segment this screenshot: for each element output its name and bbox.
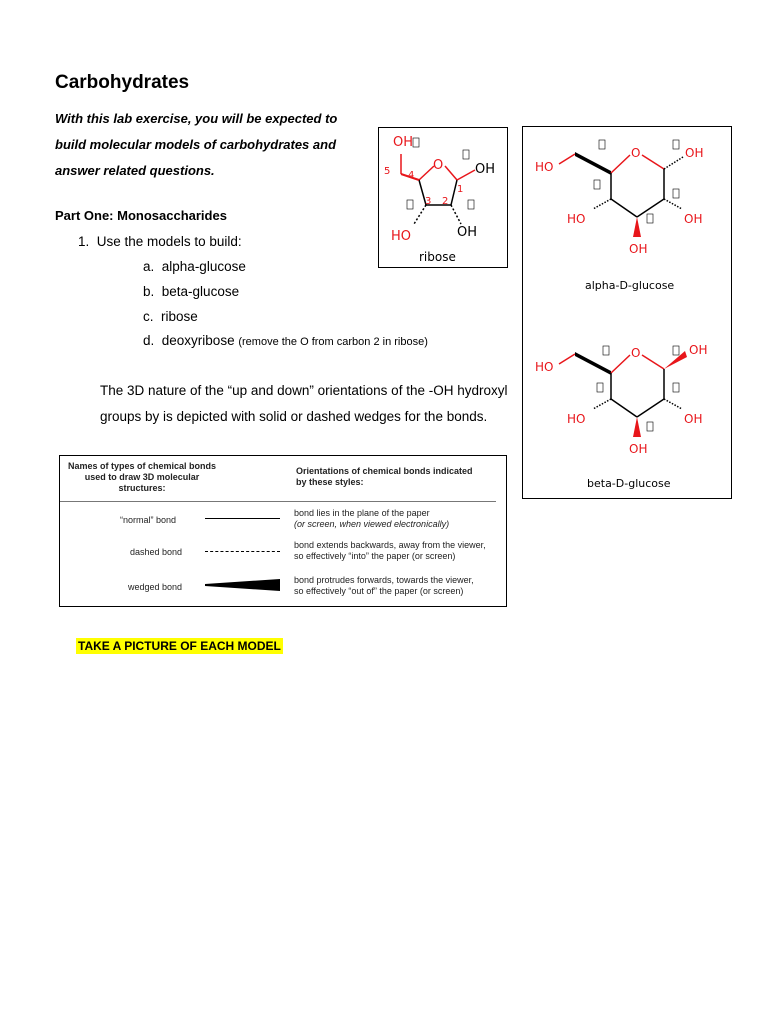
beta-oh-c3: OH bbox=[629, 442, 648, 456]
alpha-oh-c1: OH bbox=[685, 146, 704, 160]
list-text: Use the models to build: bbox=[96, 234, 242, 249]
bond-types-table bbox=[59, 455, 507, 607]
sub-item-a bbox=[143, 259, 246, 274]
dashed-bond-line bbox=[205, 551, 280, 552]
ribose-num-1: 1 bbox=[457, 184, 464, 195]
beta-oh-c1: OH bbox=[689, 343, 708, 357]
sub-note: (remove the O from carbon 2 in ribose) bbox=[238, 336, 428, 348]
bond-name-wedged: wedged bond bbox=[128, 582, 183, 592]
list-number: 1. bbox=[78, 234, 90, 249]
alpha-glucose-structure bbox=[535, 140, 703, 292]
table-header-left: Names of types of chemical bonds used to draw 3D molecular structures: bbox=[67, 461, 217, 493]
sub-text: alpha-glucose bbox=[161, 259, 246, 274]
ribose-structure-box bbox=[378, 127, 508, 268]
table-divider bbox=[60, 501, 496, 502]
sub-letter: c. bbox=[143, 309, 154, 324]
take-picture-highlight: TAKE A PICTURE OF EACH MODEL bbox=[78, 639, 281, 653]
glucose-structures bbox=[523, 127, 731, 498]
bond-desc-wedged bbox=[294, 575, 474, 597]
ribose-ring-o: O bbox=[433, 158, 444, 173]
beta-ho-top: HO bbox=[535, 360, 554, 374]
wedged-bond-shape bbox=[205, 578, 281, 592]
list-item-1 bbox=[78, 234, 242, 249]
desc-line: bond lies in the plane of the paper bbox=[294, 508, 430, 518]
page-title: Carbohydrates bbox=[55, 72, 190, 93]
beta-oh-c2: OH bbox=[684, 412, 703, 426]
ribose-num-2: 2 bbox=[442, 196, 449, 207]
ribose-oh-bottom: OH bbox=[457, 225, 478, 240]
part-one-heading: Part One: Monosaccharides bbox=[55, 208, 227, 223]
normal-bond-line bbox=[205, 518, 280, 519]
bond-desc-dashed bbox=[294, 540, 486, 562]
beta-ring-o: O bbox=[631, 346, 641, 360]
sub-item-d bbox=[143, 333, 428, 348]
sub-text: beta-glucose bbox=[161, 284, 240, 299]
desc-line: bond extends backwards, away from the viewer, bbox=[294, 540, 486, 550]
alpha-glucose-caption: alpha-D-glucose bbox=[585, 279, 675, 292]
beta-glucose-structure bbox=[535, 343, 707, 490]
desc-line: (or screen, when viewed electronically) bbox=[294, 519, 450, 529]
orientation-paragraph: The 3D nature of the “up and down” orientations of the -OH hydroxyl groups by is depicted with solid or dashed wedges for the bonds. bbox=[100, 383, 508, 424]
alpha-ho-top: HO bbox=[535, 160, 554, 174]
bond-name-dashed: dashed bond bbox=[130, 547, 183, 557]
intro-text: With this lab exercise, you will be expected to build molecular models of carbohydrates and answer related questions. bbox=[55, 111, 338, 178]
sub-item-c bbox=[143, 309, 198, 324]
ribose-oh-top: OH bbox=[393, 135, 414, 150]
table-header-right: Orientations of chemical bonds indicated by these styles: bbox=[296, 466, 473, 487]
ribose-num-5: 5 bbox=[384, 166, 391, 177]
desc-line: so effectively “into” the paper (or screen) bbox=[294, 551, 456, 561]
beta-glucose-caption: beta-D-glucose bbox=[587, 477, 671, 490]
beta-ho-c4: HO bbox=[567, 412, 586, 426]
ribose-num-3: 3 bbox=[425, 196, 432, 207]
bond-desc-normal bbox=[294, 508, 449, 530]
sub-letter: d. bbox=[143, 333, 155, 348]
desc-line: so effectively “out of” the paper (or screen) bbox=[294, 586, 464, 596]
alpha-ring-o: O bbox=[631, 146, 641, 160]
ribose-num-4: 4 bbox=[408, 170, 415, 181]
sub-text: deoxyribose bbox=[161, 333, 235, 348]
sub-text: ribose bbox=[161, 309, 198, 324]
glucose-structures-box bbox=[522, 126, 732, 499]
ribose-oh-right: OH bbox=[475, 162, 496, 177]
desc-line: bond protrudes forwards, towards the viewer, bbox=[294, 575, 474, 585]
alpha-oh-c2: OH bbox=[684, 212, 703, 226]
sub-item-b bbox=[143, 284, 239, 299]
sub-letter: b. bbox=[143, 284, 155, 299]
ribose-structure bbox=[379, 128, 507, 267]
alpha-ho-c4: HO bbox=[567, 212, 586, 226]
sub-letter: a. bbox=[143, 259, 155, 274]
bond-name-normal: “normal” bond bbox=[120, 515, 177, 525]
alpha-oh-c3: OH bbox=[629, 242, 648, 256]
ribose-ho-left: HO bbox=[391, 229, 412, 244]
ribose-caption: ribose bbox=[419, 250, 456, 264]
